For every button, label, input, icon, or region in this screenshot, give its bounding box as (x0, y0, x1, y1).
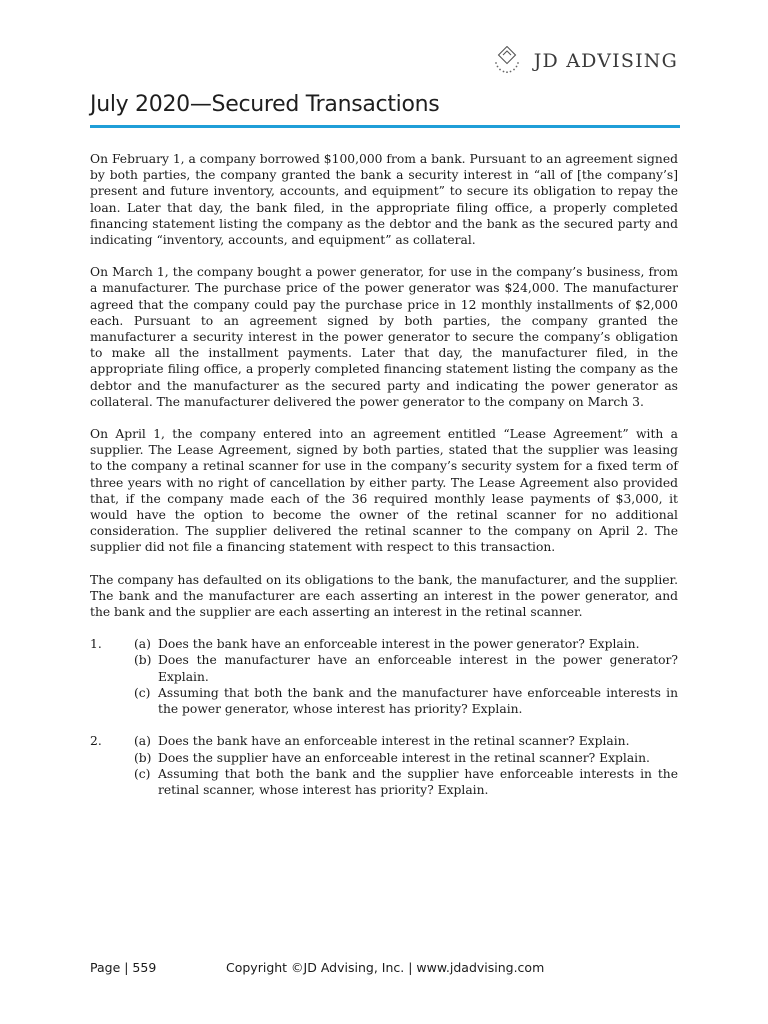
sub-question-letter: (c) (134, 685, 151, 700)
paragraph-february: On February 1, a company borrowed $100,000 from a bank. Pursuant to an agreement signed by both parties, the company granted the bank a security interest in “all of [the company’s] present and future inventory, accounts, and equipment” to secure its obligation to repay the loan. Later that day, the bank filed, in the appropriate filing office, a properly completed financing statement listing the company as the debtor and the bank as the secured party and indicating “inventory, accounts, and equipment” as collateral. (90, 152, 678, 248)
sub-question-text: Assuming that both the bank and the supplier have enforceable interests in the retinal scanner, whose interest has priority? Explain. (158, 766, 678, 797)
question-number: 2. (90, 734, 102, 749)
sub-question (134, 652, 678, 684)
sub-question-letter: (a) (134, 637, 151, 652)
paragraph-default: The company has defaulted on its obligations to the bank, the manufacturer, and the supplier. The bank and the manufacturer are each asserting an interest in the power generator, and the bank and the supplier are each asserting an interest in the retinal scanner. (90, 572, 678, 620)
question-number: 1. (90, 637, 102, 652)
sub-question-letter: (b) (134, 653, 152, 668)
sub-question (134, 766, 678, 798)
sub-question (134, 685, 678, 717)
title-divider (90, 125, 680, 128)
brand-name: JD ADVISING (533, 50, 678, 72)
sub-question-letter: (c) (134, 766, 151, 781)
paragraph-april: On April 1, the company entered into an agreement entitled “Lease Agreement” with a supplier. The Lease Agreement, signed by both parties, stated that the supplier was leasing to the company a retinal scanner for use in the company’s security system for a fixed term of three years with no right of cancellation by either party. The Lease Agreement also provided that, if the company made each of the 36 required monthly lease payments of $3,000, it would have the option to become the owner of the retinal scanner for no additional consideration. The supplier delivered the retinal scanner to the company on April 2. The supplier did not file a financing statement with respect to this transaction. (90, 427, 678, 555)
sub-question-letter: (b) (134, 750, 152, 765)
copyright-notice: Copyright ©JD Advising, Inc. | www.jdadvising.com (226, 960, 545, 975)
sub-question-text: Does the manufacturer have an enforceable interest in the power generator? Explain. (158, 653, 678, 684)
question-1 (90, 636, 678, 717)
sub-question-text: Does the bank have an enforceable interest in the retinal scanner? Explain. (158, 734, 630, 749)
sub-question-text: Assuming that both the bank and the manufacturer have enforceable interests in the power generator, whose interest has priority? Explain. (158, 685, 678, 717)
paragraph-march: On March 1, the company bought a power generator, for use in the company’s business, from a manufacturer. The purchase price of the power generator was $24,000. The manufacturer agreed that the company could pay the purchase price in 12 monthly installments of $2,000 each. Pursuant to an agreement signed by both parties, the company granted the manufacturer a security interest in the power generator to secure the company’s obligation to make all the installment payments. Later that day, the manufacturer filed, in the appropriate filing office, a properly completed financing statement listing the company as the debtor and the manufacturer as the secured party and indicating the power generator as collateral. The manufacturer delivered the power generator to the company on March 3. (90, 265, 678, 409)
sub-question-text: Does the bank have an enforceable interest in the power generator? Explain. (158, 637, 640, 652)
jd-advising-emblem-icon (492, 46, 524, 76)
sub-question (134, 636, 678, 652)
sub-question-text: Does the supplier have an enforceable interest in the retinal scanner? Explain. (158, 750, 650, 765)
question-2 (90, 733, 678, 798)
sub-question (134, 733, 678, 749)
sub-question (134, 750, 678, 766)
document-body (90, 151, 678, 814)
brand-logo (492, 46, 678, 76)
page-title: July 2020—Secured Transactions (90, 92, 440, 117)
page-number: Page | 559 (90, 960, 157, 975)
sub-question-letter: (a) (134, 734, 151, 749)
